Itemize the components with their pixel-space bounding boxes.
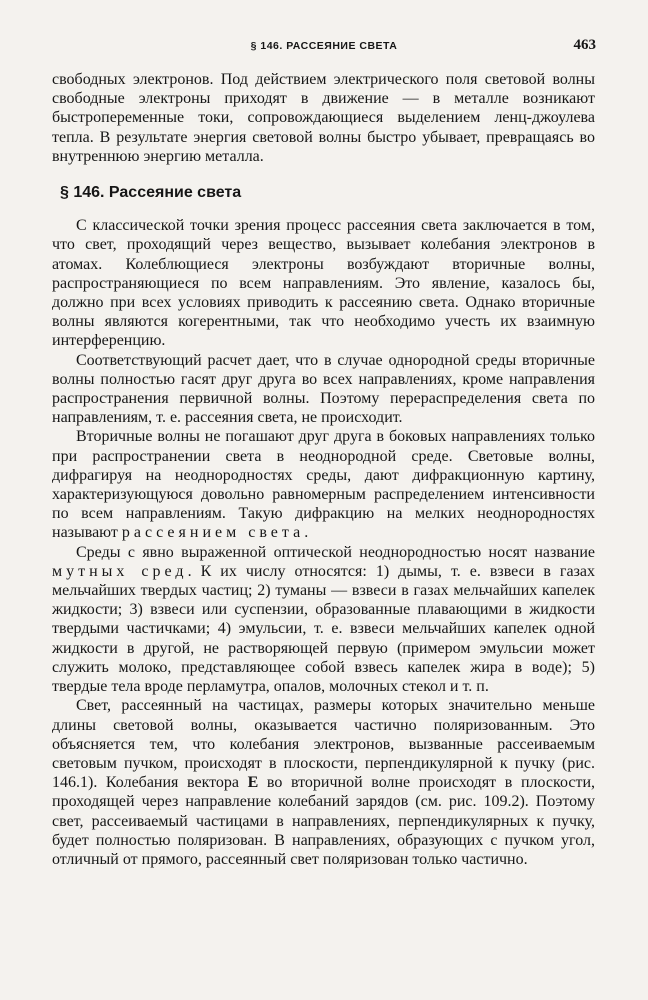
paragraph-text: Вторичные волны не погашают друг друга в боковых направлениях только при распространении света в неоднородной среде. Световые волны, дифрагируя на неоднородностях среды, дают дифракционную картину, характеризующуюся довольно равномерным распределением интенсивности по всем направлениям. Такую дифракцию на мелких неоднородностях называют bbox=[52, 428, 595, 542]
page-number: 463 bbox=[573, 37, 596, 53]
running-header-title: § 146. РАССЕЯНИЕ СВЕТА bbox=[250, 40, 398, 52]
paragraph-calculation: Соответствующий расчет дает, что в случае однородной среды вторичные волны полностью гасят друг друга во всех направлениях, кроме направления распространения первичной волны. Поэтому перераспределения света по направлениям, т. е. рассеяния света, не происходит. bbox=[52, 351, 595, 427]
paragraph-text: Свет, рассеянный на частицах, размеры которых значительно меньше длины световой волны, оказывается частично поляризованным. Это объясняется тем, что колебания электронов, вызванные рассеиваемым световым пучком, происходят в плоскости, перпендикулярной к пучку (рис. 146.1). Колебания вектора bbox=[52, 697, 595, 792]
spaced-term-turbid-media: мутных сред bbox=[52, 562, 188, 580]
paragraph-continuation: свободных электронов. Под действием электрического поля световой волны свободные электроны приходят в движение — в металле возникают быстропеременные токи, сопровождающиеся выделением ленц-джоулева тепла. В результате энергия световой волны быстро убывает, превращаясь во внутреннюю энергию металла. bbox=[52, 71, 595, 165]
paragraph-turbid-media bbox=[52, 543, 595, 697]
paragraph-text: во вторичной волне происходят в плоскости, проходящей через направление колебаний зарядов (см. рис. 109.2). Поэтому свет, рассеиваемый частицами в направлениях, перпендикулярных к пучку, будет полностью поляризован. В направлениях, образующих с пучком угол, отличный от прямого, рассеянный свет поляризован только частично. bbox=[52, 774, 596, 868]
spaced-term-light-scattering: рассеянием света bbox=[121, 524, 305, 542]
vector-symbol: E bbox=[247, 774, 259, 792]
body-text bbox=[52, 70, 595, 869]
paragraph-text: . К их числу относятся: 1) дымы, т. е. взвеси в газах мельчайших твердых частиц; 2) туманы — взвеси в газах мельчайших капелек жидкости; 3) взвеси или суспензии, образованные плавающими в жидкости твердыми частичками; 4) эмульсии, т. е. взвеси мельчайших капелек одной жидкости в другой, не растворяющей первую (примером эмульсии может служить молоко, представляющее собой взвесь капелек жира в воде); 5) твердые тела вроде перламутра, опалов, молочных стекол и т. п. bbox=[52, 562, 596, 696]
paragraph-text: Среды с явно выраженной оптической неоднородностью носят название bbox=[76, 543, 595, 561]
paragraph-classical-view: С классической точки зрения процесс рассеяния света заключается в том, что свет, проходящий через вещество, вызывает колебания электронов в атомах. Колеблющиеся электроны возбуждают вторичные волны, распространяющиеся по всем направлениям. Это явление, казалось бы, должно при всех условиях приводить к рассеянию света. Однако вторичные волны являются когерентными, так что необходимо учесть их взаимную интерференцию. bbox=[52, 217, 595, 350]
paragraph-text: . bbox=[304, 524, 309, 542]
paragraph-inhomogeneous-medium bbox=[52, 427, 595, 542]
paragraph-polarization bbox=[52, 696, 595, 869]
section-heading: § 146. Рассеяние света bbox=[60, 184, 242, 202]
running-header bbox=[52, 37, 596, 57]
